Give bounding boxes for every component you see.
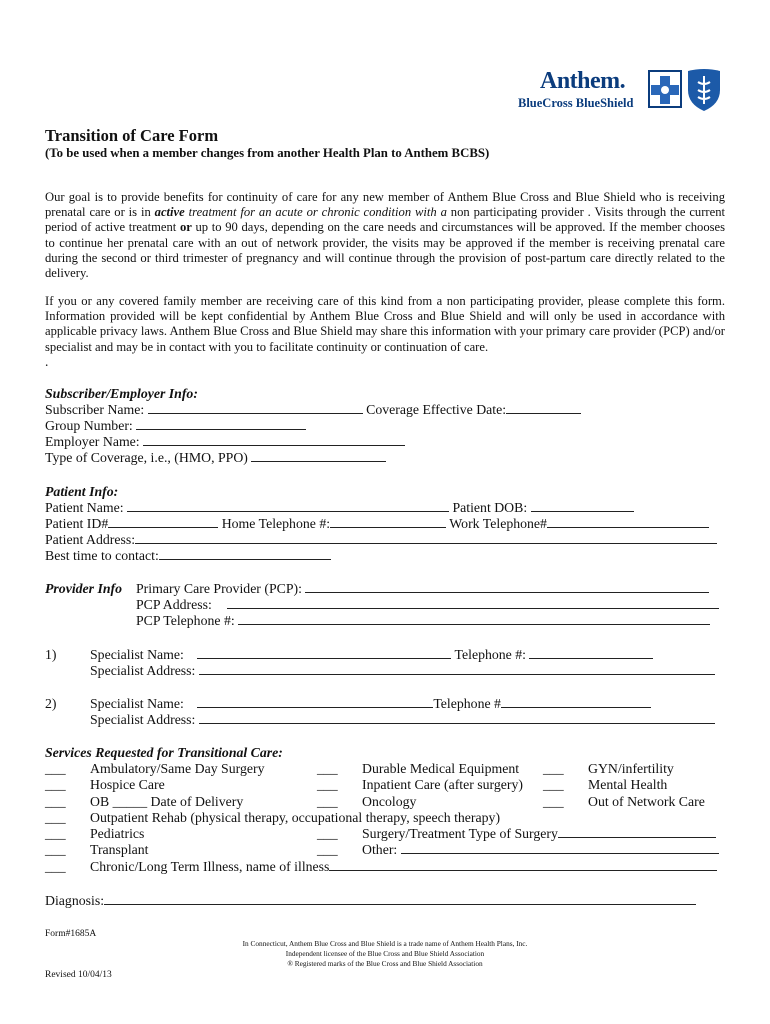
specialist-1-telephone-field[interactable] bbox=[529, 647, 653, 659]
specialist-1-address-field[interactable] bbox=[199, 663, 715, 675]
specialist-2-name-field[interactable] bbox=[197, 696, 433, 708]
specialist-2-address-row bbox=[90, 712, 715, 728]
legal-line-1: In Connecticut, Anthem Blue Cross and Blue Shield is a trade name of Anthem Health Plans, Inc. bbox=[242, 939, 528, 948]
legal-line-2: Independent licensee of the Blue Cross and Blue Shield Association bbox=[285, 949, 485, 958]
service-checkbox[interactable]: ___ bbox=[543, 793, 564, 809]
coverage-type-label: Type of Coverage, i.e., (HMO, PPO) bbox=[45, 450, 248, 465]
intro-text-f: up to 90 days, depending on the care needs and circumstances will be approved. If the member chooses to continue her prenatal care with an out of network provider, the visits may be approved if the member is receiving prenatal care during the second or third trimester of pregnancy and will continue through the provision of post-partum care directly related to the delivery. bbox=[45, 220, 726, 281]
service-checkbox[interactable]: ___ bbox=[317, 793, 338, 809]
chronic-illness-field[interactable] bbox=[329, 859, 717, 871]
subscriber-heading: Subscriber/Employer Info: bbox=[45, 386, 198, 401]
revised-date: Revised 10/04/13 bbox=[45, 970, 112, 980]
service-checkbox[interactable]: ___ bbox=[317, 761, 338, 776]
service-label: Out of Network Care bbox=[588, 793, 705, 809]
diagnosis-row bbox=[45, 893, 696, 909]
intro-text-active: active bbox=[154, 205, 185, 220]
form-title: Transition of Care Form bbox=[45, 126, 219, 145]
patient-dob-label: Patient DOB: bbox=[452, 500, 528, 515]
specialist-1-number: 1) bbox=[45, 647, 57, 662]
specialist-1-address-label: Specialist Address: bbox=[90, 663, 196, 678]
specialist-2-number: 2) bbox=[45, 696, 57, 711]
service-checkbox[interactable]: ___ bbox=[317, 842, 338, 858]
blue-shield-icon bbox=[686, 68, 722, 112]
service-mental-health[interactable] bbox=[543, 777, 705, 793]
patient-dob-field[interactable] bbox=[531, 500, 634, 512]
patient-address-field[interactable] bbox=[135, 532, 717, 544]
service-label: Transplant bbox=[90, 842, 149, 858]
service-checkbox[interactable]: ___ bbox=[45, 761, 66, 776]
patient-id-label: Patient ID# bbox=[45, 516, 109, 531]
specialist-2-telephone-field[interactable] bbox=[501, 696, 651, 708]
patient-id-field[interactable] bbox=[108, 516, 218, 528]
services-col3 bbox=[543, 761, 705, 810]
patient-id-row bbox=[45, 516, 709, 532]
service-out-of-network[interactable] bbox=[543, 794, 705, 810]
pcp-address-row bbox=[136, 597, 719, 613]
service-label: Pediatrics bbox=[90, 826, 145, 842]
services-heading: Services Requested for Transitional Care: bbox=[45, 745, 283, 760]
specialist-2-name-label: Specialist Name: bbox=[90, 696, 184, 711]
service-gyn[interactable] bbox=[543, 761, 705, 777]
work-telephone-field[interactable] bbox=[547, 516, 709, 528]
blue-cross-icon bbox=[648, 70, 682, 108]
subscriber-name-field[interactable] bbox=[148, 402, 363, 414]
pcp-field[interactable] bbox=[305, 581, 709, 593]
service-label: Durable Medical Equipment bbox=[362, 761, 520, 776]
pcp-telephone-row bbox=[136, 613, 710, 629]
logo-subtitle: BlueCross BlueShield bbox=[518, 96, 634, 110]
service-checkbox[interactable]: ___ bbox=[45, 842, 66, 858]
pcp-address-field[interactable] bbox=[227, 597, 719, 609]
subscriber-name-row bbox=[45, 402, 581, 418]
service-label: Ambulatory/Same Day Surgery bbox=[90, 761, 265, 776]
patient-name-label: Patient Name: bbox=[45, 500, 124, 515]
service-checkbox[interactable]: ___ bbox=[543, 777, 564, 793]
diagnosis-label: Diagnosis: bbox=[45, 893, 105, 908]
service-label: Other: bbox=[362, 842, 398, 858]
service-label: Chronic/Long Term Illness, name of illness bbox=[90, 858, 330, 874]
intro-text-a: Our goal is to provide benefits for continuity of care for any new member of Anthem Blue Cross and Blue Shield who is receiving prenatal care or is in bbox=[45, 190, 725, 220]
home-telephone-field[interactable] bbox=[330, 516, 446, 528]
specialist-2-address-field[interactable] bbox=[199, 712, 715, 724]
patient-name-field[interactable] bbox=[127, 500, 449, 512]
subscriber-name-label: Subscriber Name: bbox=[45, 402, 145, 417]
best-time-label: Best time to contact: bbox=[45, 548, 159, 563]
specialist-1-telephone-label: Telephone #: bbox=[454, 647, 526, 662]
patient-address-row bbox=[45, 532, 717, 548]
patient-heading: Patient Info: bbox=[45, 484, 119, 499]
specialist-1-address-row bbox=[90, 663, 715, 679]
group-number-label: Group Number: bbox=[45, 418, 133, 433]
best-time-row bbox=[45, 548, 331, 564]
coverage-type-row bbox=[45, 450, 386, 466]
service-checkbox[interactable]: ___ bbox=[45, 793, 66, 809]
legal-notice bbox=[190, 939, 580, 969]
service-checkbox[interactable]: ___ bbox=[45, 777, 66, 793]
service-checkbox[interactable]: ___ bbox=[543, 761, 564, 776]
pcp-label: Primary Care Provider (PCP): bbox=[136, 581, 302, 596]
service-checkbox[interactable]: ___ bbox=[45, 826, 66, 842]
coverage-date-label: Coverage Effective Date: bbox=[366, 402, 507, 417]
coverage-date-field[interactable] bbox=[506, 402, 581, 414]
service-surgery[interactable] bbox=[317, 826, 719, 842]
legal-line-3: ® Registered marks of the Blue Cross and Blue Shield Association bbox=[287, 959, 483, 968]
intro-paragraph-1 bbox=[45, 190, 725, 281]
provider-heading: Provider Info bbox=[45, 581, 123, 596]
best-time-field[interactable] bbox=[159, 548, 331, 560]
service-label: OB _____ Date of Delivery bbox=[90, 793, 244, 809]
specialist-1-name-row bbox=[90, 647, 653, 663]
service-checkbox[interactable]: ___ bbox=[45, 809, 66, 825]
intro-paragraph-2: If you or any covered family member are receiving care of this kind from a non participating provider, please complete this form. Information provided will be kept confidential by Anthem Blue Cross and Blue Shield and will only be used in accordance with applicable privacy laws. Anthem Blue Cross and Blue Shield may share this information with your primary care provider (PCP) and/or specialist and may be in contact with you to facilitate continuity or continuation of care. bbox=[45, 294, 725, 354]
pcp-row bbox=[136, 581, 709, 597]
home-telephone-label: Home Telephone #: bbox=[221, 516, 331, 531]
service-label: Surgery/Treatment Type of Surgery bbox=[362, 826, 558, 842]
service-checkbox[interactable]: ___ bbox=[45, 858, 66, 874]
anthem-logo bbox=[518, 66, 728, 116]
diagnosis-field[interactable] bbox=[104, 893, 696, 905]
service-label: Hospice Care bbox=[90, 777, 165, 793]
specialist-1-name-field[interactable] bbox=[197, 647, 451, 659]
service-label: Inpatient Care (after surgery) bbox=[362, 777, 524, 793]
service-other[interactable] bbox=[317, 842, 719, 858]
service-label: Oncology bbox=[362, 793, 417, 809]
pcp-telephone-label: PCP Telephone #: bbox=[136, 613, 235, 628]
service-label: Outpatient Rehab (physical therapy, occupational therapy, speech therapy) bbox=[90, 809, 501, 825]
pcp-address-label: PCP Address: bbox=[136, 597, 212, 612]
specialist-2-name-row bbox=[90, 696, 651, 712]
specialist-2-telephone-label: Telephone # bbox=[433, 696, 501, 711]
form-number: Form#1685A bbox=[45, 929, 97, 939]
form-subtitle: (To be used when a member changes from another Health Plan to Anthem BCBS) bbox=[45, 146, 490, 160]
employer-label: Employer Name: bbox=[45, 434, 140, 449]
employer-row bbox=[45, 434, 405, 450]
work-telephone-label: Work Telephone# bbox=[449, 516, 547, 531]
group-number-field[interactable] bbox=[136, 418, 306, 430]
specialist-2-address-label: Specialist Address: bbox=[90, 712, 196, 727]
service-label: GYN/infertility bbox=[588, 761, 674, 776]
group-number-row bbox=[45, 418, 306, 434]
employer-field[interactable] bbox=[143, 434, 405, 446]
service-checkbox[interactable]: ___ bbox=[317, 777, 338, 793]
other-service-field[interactable] bbox=[401, 842, 719, 854]
coverage-type-field[interactable] bbox=[251, 450, 386, 462]
surgery-type-field[interactable] bbox=[558, 826, 716, 838]
pcp-telephone-field[interactable] bbox=[238, 613, 710, 625]
service-label: Mental Health bbox=[588, 777, 668, 793]
intro-text-or: or bbox=[179, 220, 192, 235]
intro-text-d: non participating provider . Visits through the current period of active treatment bbox=[45, 205, 725, 235]
service-checkbox[interactable]: ___ bbox=[317, 826, 338, 842]
service-chronic-illness[interactable] bbox=[45, 859, 717, 875]
intro-dot: . bbox=[45, 354, 49, 369]
specialist-1-name-label: Specialist Name: bbox=[90, 647, 184, 662]
intro-text-c: treatment for an acute or chronic condition with a bbox=[184, 205, 451, 220]
patient-name-row bbox=[45, 500, 634, 516]
patient-address-label: Patient Address: bbox=[45, 532, 136, 547]
logo-brand: Anthem. bbox=[540, 68, 626, 94]
